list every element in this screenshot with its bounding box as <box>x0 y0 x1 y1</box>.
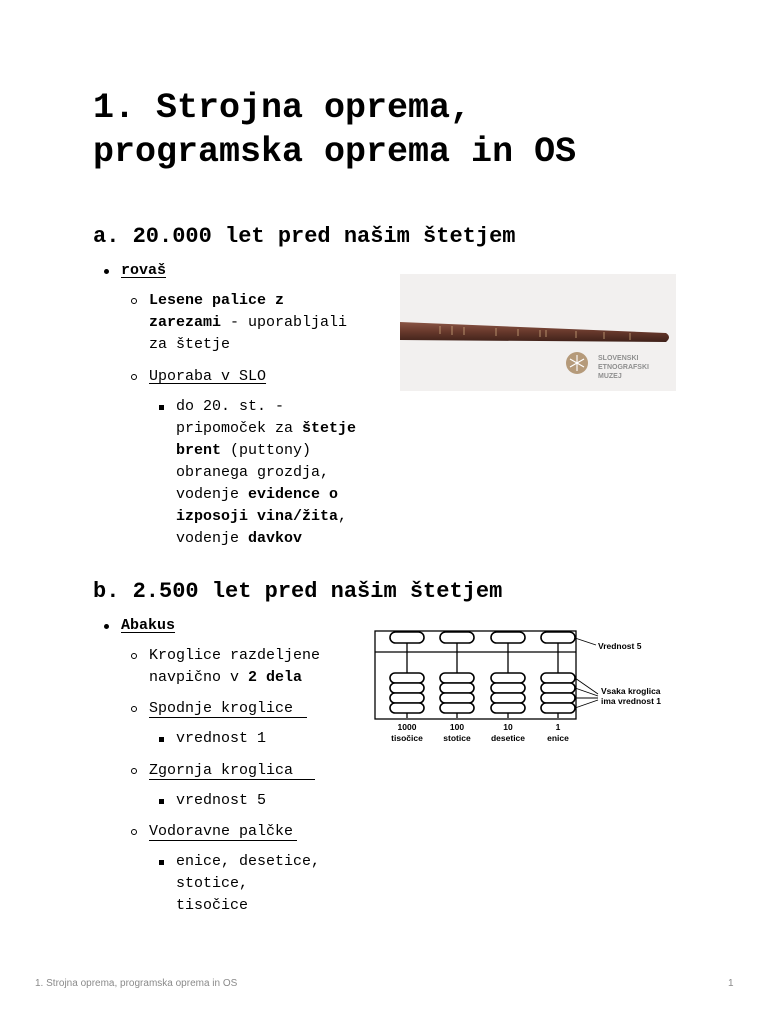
detail-line-2 <box>176 418 356 440</box>
abakus-desc-line-2 <box>149 667 302 689</box>
desc-bold: 2 dela <box>248 669 303 686</box>
section-a-heading: a. 20.000 let pred našim štetjem <box>93 224 516 249</box>
page-number: 1 <box>728 978 734 989</box>
palcke-line-3: tisočice <box>176 897 249 914</box>
rovas-desc-line-3: za štetje <box>149 336 231 353</box>
bullet-square <box>159 790 169 812</box>
bullet-circle <box>131 645 141 667</box>
section-b-heading: b. 2.500 let pred našim štetjem <box>93 579 503 604</box>
bullet-circle <box>131 760 141 782</box>
detail-text: , <box>338 508 348 525</box>
detail-line-1: do 20. st. - <box>176 398 285 415</box>
footer-title: 1. Strojna oprema, programska oprema in OS <box>35 978 238 989</box>
detail-bold: štetje <box>302 420 357 437</box>
upper-bead <box>390 632 424 643</box>
bullet-square <box>159 728 169 750</box>
detail-bold: davkov <box>248 530 303 547</box>
abacus-diagram <box>372 628 678 748</box>
bullet-circle <box>131 821 141 843</box>
column-name: stotice <box>443 733 471 743</box>
desc-text: navpično v <box>149 669 249 686</box>
lower-beads-col-2 <box>440 673 474 713</box>
rovas-photo <box>400 274 676 391</box>
detail-text: pripomoček za <box>176 420 303 437</box>
underline <box>149 717 307 718</box>
page-title <box>93 86 713 174</box>
bullet-circle <box>131 290 141 312</box>
detail-bold: brent <box>176 442 222 459</box>
label-vsaka-line-1: Vsaka kroglica <box>601 686 661 696</box>
logo-text-line-3: MUZEJ <box>598 373 622 380</box>
bullet-circle <box>131 366 141 388</box>
logo-text-line-2: ETNOGRAFSKI <box>598 364 649 371</box>
lower-beads-col-3 <box>491 673 525 713</box>
bullet-disc <box>104 615 114 637</box>
detail-bold: evidence o <box>248 486 339 503</box>
page-title-line-2: programska oprema in OS <box>93 132 577 172</box>
detail-line-5 <box>176 484 338 506</box>
abakus-desc-line-1: Kroglice razdeljene <box>149 647 321 664</box>
detail-text: (puttony) <box>221 442 312 459</box>
column-number: 100 <box>449 722 465 732</box>
detail-line-7 <box>176 528 302 550</box>
bullet-circle <box>131 698 141 720</box>
underline <box>149 779 315 780</box>
rovas-desc-rest: - uporabljali <box>221 314 348 331</box>
uporaba-v-slo: Uporaba v SLO <box>149 368 267 385</box>
column-name: desetice <box>490 733 526 743</box>
column-number: 1000 <box>397 722 417 732</box>
upper-bead <box>440 632 474 643</box>
palcke-line-1: enice, desetice, <box>176 853 321 870</box>
vodoravne-palcke: Vodoravne palčke <box>149 823 294 840</box>
item-abakus: Abakus <box>121 617 176 634</box>
label-vrednost-5: Vrednost 5 <box>598 641 642 651</box>
detail-line-3 <box>176 440 311 462</box>
detail-line-6 <box>176 506 347 528</box>
zgornja-value: vrednost 5 <box>176 792 267 809</box>
label-vsaka-line-2: ima vrednost 1 <box>601 696 661 706</box>
column-number: 10 <box>503 722 513 732</box>
column-name: enice <box>547 733 569 743</box>
column-name: tisočice <box>391 733 423 743</box>
zgornja-kroglica: Zgornja kroglica <box>149 762 294 779</box>
spodnje-kroglice: Spodnje kroglice <box>149 700 294 717</box>
upper-bead <box>491 632 525 643</box>
column-number: 1 <box>555 722 561 732</box>
underline <box>149 840 297 841</box>
detail-text: vodenje <box>176 486 249 503</box>
bullet-square <box>159 851 169 873</box>
bullet-square <box>159 396 169 418</box>
lower-beads-col-4 <box>541 673 575 713</box>
page-title-line-1: 1. Strojna oprema, <box>93 88 472 128</box>
detail-line-4: obranega grozdja, <box>176 464 330 481</box>
rovas-desc-line-1: Lesene palice z <box>149 292 285 309</box>
detail-bold: izposoji vina/žita <box>176 508 339 525</box>
logo-text-line-1: SLOVENSKI <box>598 355 639 362</box>
item-rovas: rovaš <box>121 262 167 279</box>
upper-bead <box>541 632 575 643</box>
bullet-disc <box>104 260 114 282</box>
pointer-line <box>575 638 596 645</box>
pointer-line <box>575 700 598 708</box>
spodnje-value: vrednost 1 <box>176 730 267 747</box>
lower-beads-col-1 <box>390 673 424 713</box>
rovas-desc-line-2 <box>149 312 347 334</box>
rovas-desc-bold: zarezami <box>149 314 222 331</box>
palcke-line-2: stotice, <box>176 875 249 892</box>
detail-text: vodenje <box>176 530 249 547</box>
